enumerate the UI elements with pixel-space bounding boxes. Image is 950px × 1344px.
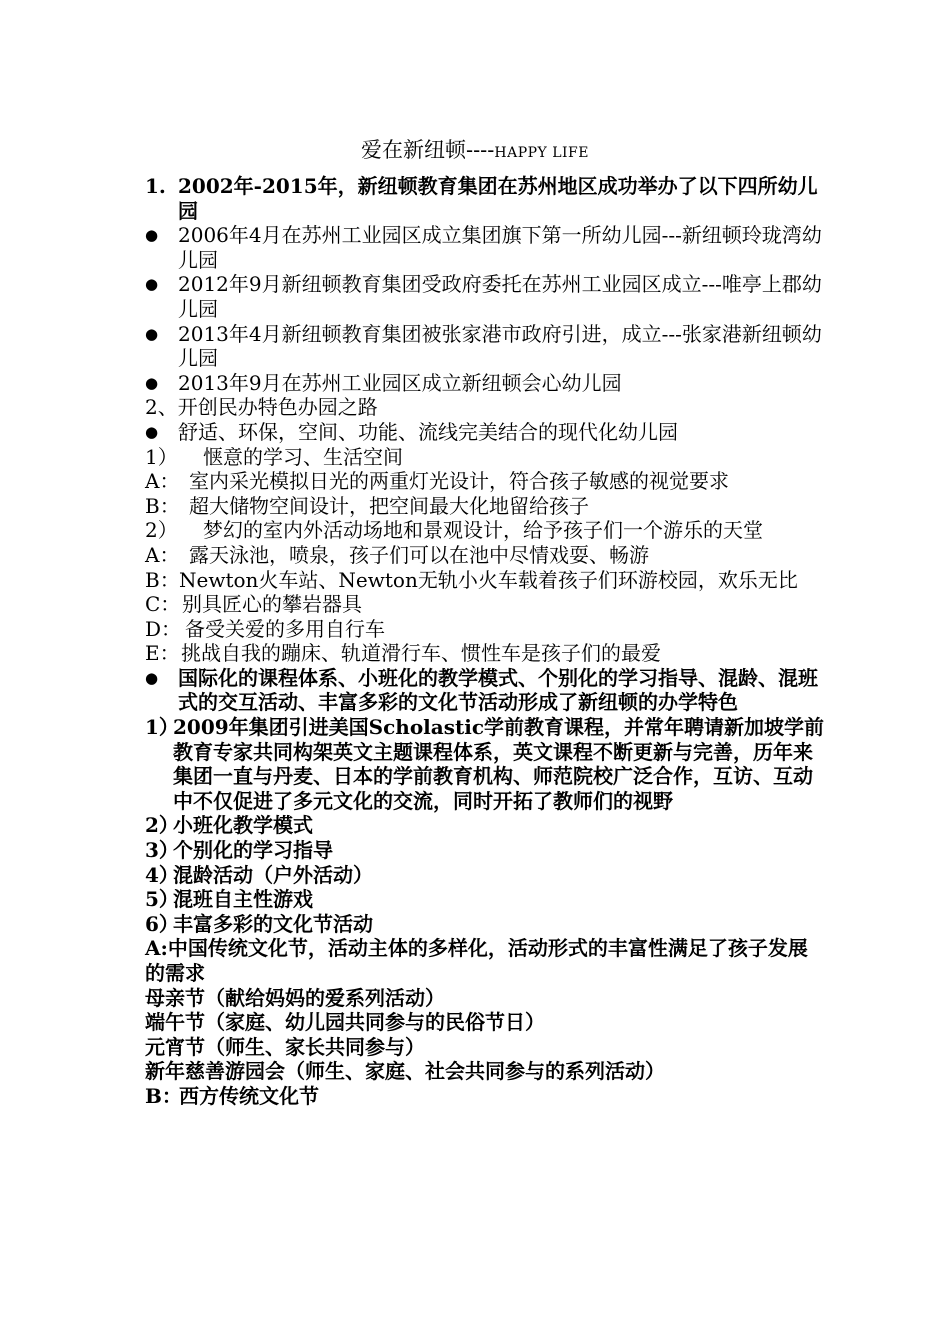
sub-item-marker: A： — [145, 542, 180, 567]
sub-item-text: 备受关爱的多用自行车 — [185, 616, 385, 641]
numbered-item — [145, 715, 825, 813]
numbered-item — [145, 863, 825, 888]
culture-b-paragraph — [145, 1084, 825, 1109]
item-text: 小班化教学模式 — [173, 813, 313, 838]
item-marker: 2） — [145, 518, 178, 543]
sub-item-text: 室内采光模拟日光的两重灯光设计，符合孩子敏感的视觉要求 — [189, 469, 729, 494]
bullet-icon: ● — [145, 275, 159, 294]
title-main: 爱在新纽顿---- — [360, 138, 495, 162]
festival-item: 端午节（家庭、幼儿园共同参与的民俗节日） — [145, 1010, 545, 1035]
sub-item-text: 别具匠心的攀岩器具 — [182, 592, 362, 617]
item-text: 2009年集团引进美国Scholastic学前教育课程，并常年聘请新加坡学前教育专家共同构架英文主题课程体系，英文课程不断更新与完善，历年来集团一直与丹麦、日本的学前教育机构、师范院校广泛合作，互访、互动中不仅促进了多元文化的交流，同时开拓了教师们的视野 — [173, 715, 824, 813]
list-item — [145, 272, 825, 321]
item-marker: 6） — [145, 911, 179, 936]
section1-heading — [145, 174, 825, 223]
item-marker: 1） — [145, 715, 179, 740]
sub-item-marker: B： — [145, 493, 180, 518]
numbered-item — [145, 838, 825, 863]
item-text: 惬意的学习、生活空间 — [203, 444, 403, 469]
list-item — [145, 322, 825, 371]
list-item-text: 舒适、环保，空间、功能、流线完美结合的现代化幼儿园 — [178, 419, 678, 444]
sub-item — [145, 469, 825, 494]
sub-item-marker: D： — [145, 616, 182, 641]
sub-item — [145, 617, 825, 642]
sub-item-text: 露天泳池，喷泉，孩子们可以在池中尽情戏耍、畅游 — [189, 542, 649, 567]
item-marker: 1） — [145, 444, 178, 469]
festival-item: 元宵节（师生、家长共同参与） — [145, 1034, 425, 1059]
item-marker: 4） — [145, 862, 179, 887]
sub-item — [145, 543, 825, 568]
sub-item-marker: C： — [145, 592, 181, 617]
bullet-icon: ● — [145, 226, 159, 245]
list-item-text: 2006年4月在苏州工业园区成立集团旗下第一所幼儿园---新纽顿玲珑湾幼儿园 — [178, 223, 822, 272]
festival-item: 新年慈善游园会（师生、家庭、社会共同参与的系列活动） — [145, 1059, 665, 1084]
list-item — [145, 666, 825, 715]
sub-item — [145, 592, 825, 617]
numbered-item — [145, 887, 825, 912]
bullet-icon: ● — [145, 373, 159, 392]
section1-heading-text: 2002年-2015年，新纽顿教育集团在苏州地区成功举办了以下四所幼儿园 — [178, 174, 818, 223]
sub-item-marker: B： — [145, 567, 180, 592]
sub-item-text: Newton火车站、Newton无轨小火车载着孩子们环游校园，欢乐无比 — [179, 567, 798, 592]
bullet-icon: ● — [145, 668, 159, 687]
list-item — [145, 371, 825, 396]
list-item-text: 2013年9月在苏州工业园区成立新纽顿会心幼儿园 — [178, 370, 622, 395]
sub-item — [145, 641, 825, 666]
title-latin: HAPPY LIFE — [494, 145, 589, 161]
item-text: 混龄活动（户外活动） — [173, 862, 373, 887]
numbered-item — [145, 813, 825, 838]
item-text: 丰富多彩的文化节活动 — [173, 911, 373, 936]
sub-item — [145, 568, 825, 593]
list-item-text: 2012年9月新纽顿教育集团受政府委托在苏州工业园区成立---唯亭上郡幼儿园 — [178, 272, 822, 321]
numbered-item — [145, 912, 825, 937]
culture-b-marker: B： — [145, 1083, 182, 1108]
numbered-item — [145, 518, 825, 543]
list-item-text: 2013年4月新纽顿教育集团被张家港市政府引进，成立---张家港新纽顿幼儿园 — [178, 321, 822, 371]
item-text: 个别化的学习指导 — [173, 838, 333, 863]
item-text: 梦幻的室内外活动场地和景观设计，给予孩子们一个游乐的天堂 — [203, 518, 763, 543]
item-text: 混班自主性游戏 — [173, 887, 313, 912]
section1-number: 1. — [145, 174, 166, 198]
bullet-icon: ● — [145, 324, 159, 343]
culture-b-text: 西方传统文化节 — [179, 1083, 319, 1108]
bullet-icon: ● — [145, 422, 159, 441]
culture-a-text: 中国传统文化节，活动主体的多样化，活动形式的丰富性满足了孩子发展的需求 — [145, 936, 808, 985]
item-marker: 2） — [145, 813, 179, 838]
culture-a-paragraph — [145, 936, 825, 985]
sub-item-text: 超大储物空间设计，把空间最大化地留给孩子 — [189, 493, 589, 518]
sub-item-marker: A： — [145, 469, 180, 494]
list-item — [145, 223, 825, 272]
document-body — [145, 174, 825, 1109]
document-title — [0, 136, 950, 167]
festival-item: 母亲节（献给妈妈的爱系列活动） — [145, 985, 445, 1010]
sub-item — [145, 494, 825, 519]
sub-item-marker: E： — [145, 641, 180, 666]
numbered-item — [145, 445, 825, 470]
list-item — [145, 420, 825, 445]
item-marker: 3） — [145, 838, 179, 863]
section2-heading: 2、开创民办特色办园之路 — [145, 395, 378, 420]
item-marker: 5） — [145, 887, 179, 912]
sub-item-text: 挑战自我的蹦床、轨道滑行车、惯性车是孩子们的最爱 — [181, 641, 661, 666]
list-item-text: 国际化的课程体系、小班化的教学模式、个别化的学习指导、混龄、混班式的交互活动、丰富多彩的文化节活动形成了新纽顿的办学特色 — [178, 665, 818, 715]
culture-a-marker: A: — [145, 936, 168, 961]
